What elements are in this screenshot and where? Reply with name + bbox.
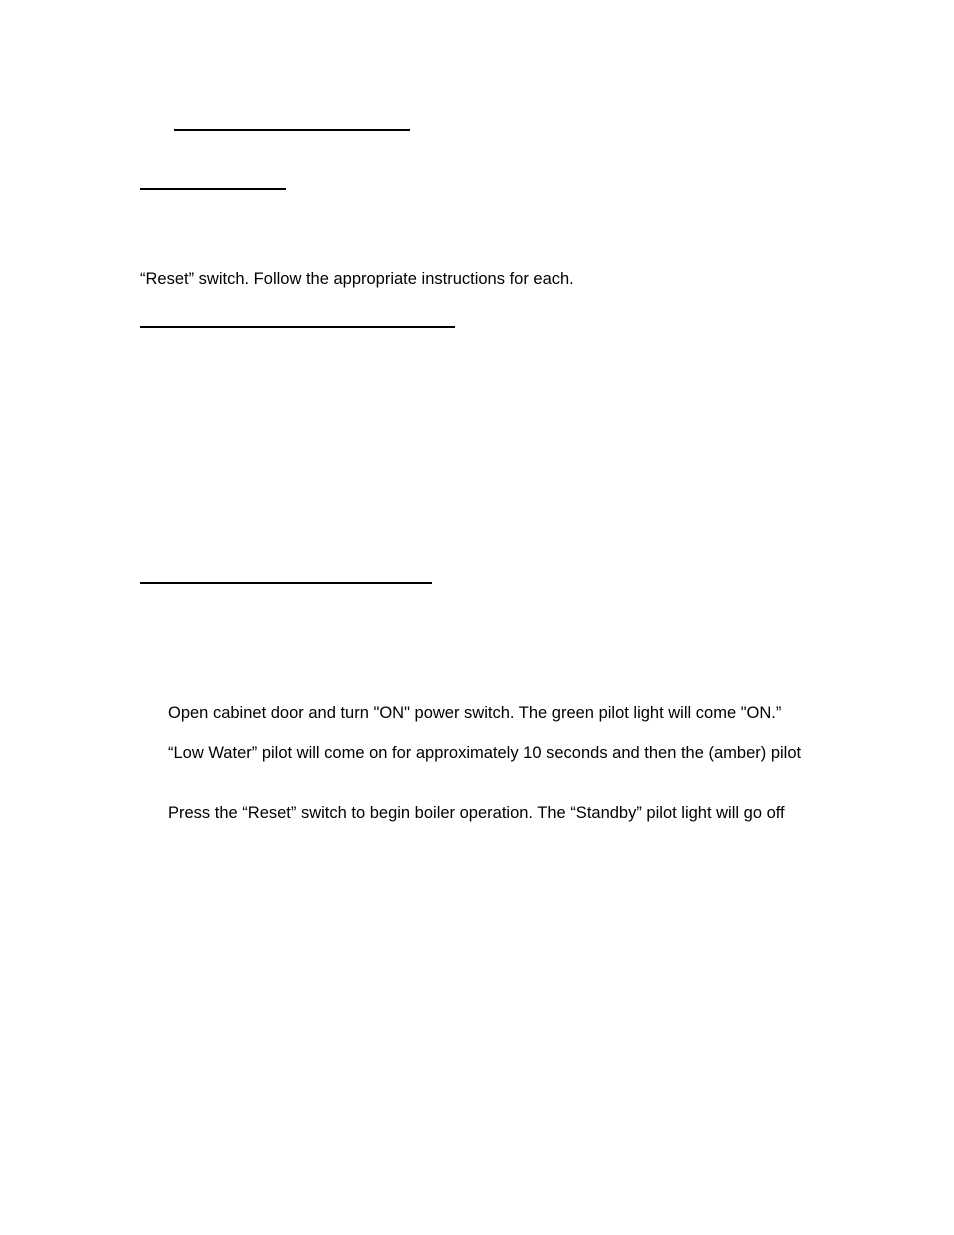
instruction-step: Open cabinet door and turn "ON" power switch. The green pilot light will come "ON.” bbox=[168, 704, 782, 722]
subheading-underline bbox=[140, 188, 286, 190]
subheading-underline bbox=[140, 326, 455, 328]
instruction-step: Press the “Reset” switch to begin boiler operation. The “Standby” pilot light will go off bbox=[168, 804, 785, 822]
section-heading-underline bbox=[174, 129, 410, 131]
intro-paragraph-line: “Reset” switch. Follow the appropriate instructions for each. bbox=[140, 270, 574, 288]
instruction-step: “Low Water” pilot will come on for approximately 10 seconds and then the (amber) pilot bbox=[168, 744, 802, 762]
subheading-underline bbox=[140, 582, 432, 584]
